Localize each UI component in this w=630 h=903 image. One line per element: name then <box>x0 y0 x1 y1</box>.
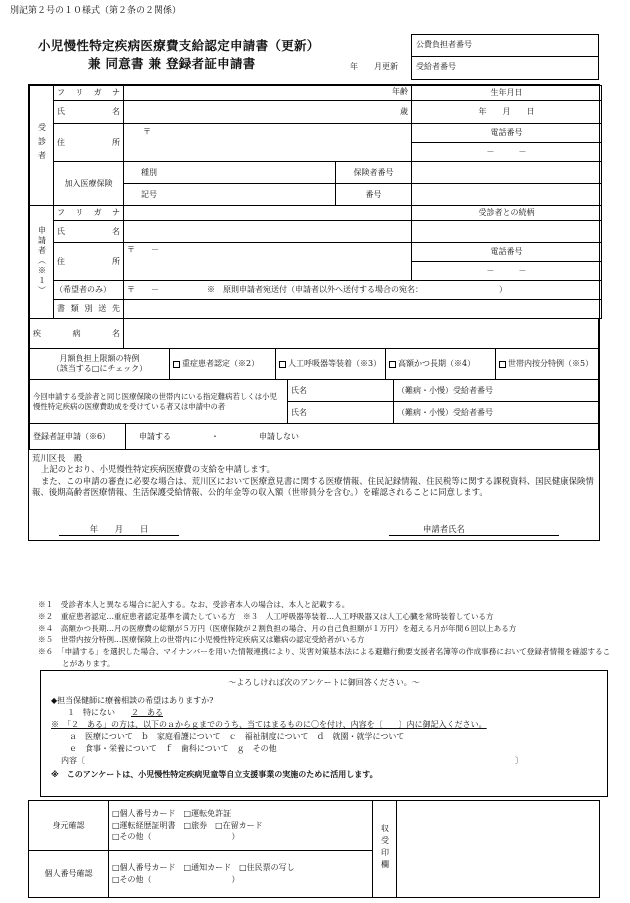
insurance-symbol[interactable]: 記号 <box>124 184 336 206</box>
signer-field[interactable]: 申請者氏名 <box>389 524 559 536</box>
insurance-number-label: 番号 <box>336 184 412 206</box>
patient-name-field[interactable]: 歳 <box>124 101 412 124</box>
checkbox-icon <box>173 361 180 368</box>
mailing-address-field[interactable]: 〒 － ※ 原則申請者宛送付（申請者以外へ送付する場合の宛名： ） <box>124 281 602 300</box>
disease-label: 疾 病 名 <box>30 319 124 349</box>
survey-footer: ※ このアンケートは、小児慢性特定疾病児童等自立支援事業の実施のために活用します。 <box>51 770 378 779</box>
applicant-name-label: 氏 名 <box>54 221 124 243</box>
declaration-p1: 上記のとおり、小児慢性特定疾病医療費の支給を申請します。 <box>41 464 275 475</box>
special-label: 月額負担上限額の特例 （該当する□にチェック） <box>30 349 170 380</box>
survey-question: ◆担当保健師に療養相談の希望はありますか? <box>51 696 214 705</box>
patient-address-label: 住 所 <box>54 124 124 162</box>
number-box <box>411 34 599 80</box>
applicant-section <box>29 205 602 319</box>
applicant-phone-field[interactable]: － － <box>412 262 602 281</box>
relation-field[interactable] <box>412 221 602 243</box>
checkbox-icon <box>279 361 286 368</box>
applicant-address-field[interactable]: 〒 － <box>124 243 412 281</box>
declaration-date[interactable]: 年 月 日 <box>59 524 179 536</box>
applicant-furigana-label: フ リ ガ ナ <box>54 206 124 221</box>
survey-heading: ～よろしければ次のアンケートに御回答ください。～ <box>228 678 420 687</box>
survey-answers[interactable]: １ 特にない ２ ある <box>67 708 163 717</box>
registration-choice[interactable]: 申請する ・ 申請しない <box>126 424 599 450</box>
applicant-furigana-field[interactable] <box>124 206 412 221</box>
patient-address-field[interactable]: 〒 <box>124 124 412 162</box>
identity-check-options[interactable]: □個人番号カード □運転免許証 □運転経歴証明書 □旅券 □在留カード □その他（ ） <box>109 801 373 851</box>
checkbox-icon <box>499 361 506 368</box>
household-recip-1[interactable]: （難病・小慢）受給者番号 <box>394 380 599 402</box>
insurance-label: 加入医療保険 <box>54 162 124 206</box>
patient-furigana-label: フ リ ガ ナ <box>54 86 124 101</box>
birthdate-field[interactable]: 年 月 日 <box>412 101 602 124</box>
receipt-stamp-label: 収受印欄 <box>373 801 397 898</box>
registration-label: 登録者証申請（※6） <box>30 424 126 450</box>
note-3: ※４ 高額かつ長期…月の医療費の総額が５万円（医療保険が２割負担の場合、月の自己負担額が１万円）を超える月が年間６回以上ある方 <box>38 623 517 633</box>
survey-options-2[interactable]: ｅ 食事・栄養について ｆ 歯科について ｇ その他 <box>69 744 277 753</box>
survey-content-field[interactable]: 内容〔 〕 <box>61 756 523 765</box>
birthdate-label: 生年月日 <box>412 86 602 101</box>
receipt-stamp-field <box>397 801 600 898</box>
form-number: 別記第２号の１０様式（第２条の２関係） <box>10 6 182 16</box>
note-2: ※２ 重症患者認定…重症患者認定基準を満たしている方 ※３ 人工呼吸器等装着…人工呼吸器又は人工心臓を常時装着している方 <box>38 611 494 621</box>
notes <box>38 599 613 670</box>
identity-check-label: 身元確認 <box>29 801 109 851</box>
household-desc: 今回申請する受診者と同じ医療保険の世帯内にいる指定難病若しくは小児慢性特定疾病の医療費助成を受けている者又は申請中の者 <box>30 380 288 424</box>
applicant-address-label: 住 所 <box>54 243 124 281</box>
special-section <box>29 348 599 380</box>
mynumber-check-label: 個人番号確認 <box>29 851 109 898</box>
checkbox-icon <box>389 361 396 368</box>
age-label: 年齢 <box>392 87 408 96</box>
disease-field[interactable] <box>124 319 599 349</box>
special-opt-high-cost[interactable]: 高額かつ長期（※4） <box>386 349 496 380</box>
insurer-no-field[interactable] <box>412 162 602 184</box>
insurance-number-field[interactable] <box>412 184 602 206</box>
declaration-p2: また、この申請の審査に必要な場合は、荒川区において医療意見書に関する医療情報、住民記録情報、住民税等に関する課税資料、国民健康保険情報、後期高齢者医療情報、生活保護受給情報、公的年金等の収入額（世帯員分を含む。）を確認されることに同意します。 <box>32 475 594 498</box>
declaration-to: 荒川区長 殿 <box>32 453 83 463</box>
renewal-date: 年 月更新 <box>350 62 398 71</box>
public-payer-number-field[interactable]: 公費負担者番号 <box>412 35 598 57</box>
note-1: ※１ 受診者本人と異なる場合に記入する。なお、受診者本人の場合は、本人と記載する。 <box>38 600 350 609</box>
patient-furigana-field[interactable] <box>124 86 412 101</box>
desired-only-label: （希望者のみ） <box>54 281 124 300</box>
insurer-no-label: 保険者番号 <box>336 162 412 184</box>
registration-section <box>29 423 599 450</box>
disease-section <box>29 318 599 349</box>
household-name-1[interactable]: 氏名 <box>288 380 394 402</box>
note-5: ※６ 「申請する」を選択した場合、マイナンバーを用いた情報連携により、災害対策基本法による避難行動要支援者名簿等の作成事務において登録者情報を確認することがあります。 <box>38 647 611 668</box>
patient-section-label: 受診者 <box>30 86 54 206</box>
survey-options-1[interactable]: ａ 医療について ｂ 家庭看護について ｃ 福祉制度について ｄ 就園・就学について <box>69 732 405 741</box>
household-recip-2[interactable]: （難病・小慢）受給者番号 <box>394 402 599 424</box>
page-subtitle: 兼 同意書 兼 登録者証申請書 <box>88 56 256 71</box>
relation-label: 受診者との続柄 <box>412 206 602 221</box>
special-opt-household[interactable]: 世帯内按分特例（※5） <box>496 349 599 380</box>
survey-note: ※ 「２ ある」の方は、以下のａからｇまでのうち、当てはまるものに〇を付け、内容を〔 〕内に御記入ください。 <box>51 720 487 729</box>
insurance-type[interactable]: 種別 <box>124 162 336 184</box>
household-name-2[interactable]: 氏名 <box>288 402 394 424</box>
declaration <box>29 449 599 540</box>
recipient-number-field[interactable]: 受給者番号 <box>416 62 456 71</box>
applicant-name-field[interactable] <box>124 221 412 243</box>
docs-destination-label: 書類別送先 <box>54 300 124 319</box>
docs-destination-field[interactable] <box>124 300 602 319</box>
survey <box>40 670 608 797</box>
special-opt-ventilator[interactable]: 人工呼吸器等装着（※3） <box>276 349 386 380</box>
patient-name-label: 氏 名 <box>54 101 124 124</box>
applicant-phone-label: 電話番号 <box>412 243 602 262</box>
applicant-section-label: 申請者（※１） <box>30 206 54 319</box>
patient-section <box>29 85 602 206</box>
mynumber-check-options[interactable]: □個人番号カード □通知カード □住民票の写し □その他（ ） <box>109 851 373 898</box>
patient-phone-label: 電話番号 <box>412 124 602 143</box>
main-form <box>28 84 600 541</box>
note-4: ※５ 世帯内按分特例…医療保険上の世帯内に小児慢性特定疾病又は難病の認定受給者がいる方 <box>38 635 365 645</box>
patient-phone-field[interactable]: － － <box>412 143 602 162</box>
special-opt-severe[interactable]: 重症患者認定（※2） <box>170 349 276 380</box>
office-use-table <box>28 800 600 898</box>
household-section <box>29 379 599 424</box>
page-title: 小児慢性特定疾病医療費支給認定申請書（更新） <box>38 38 320 53</box>
